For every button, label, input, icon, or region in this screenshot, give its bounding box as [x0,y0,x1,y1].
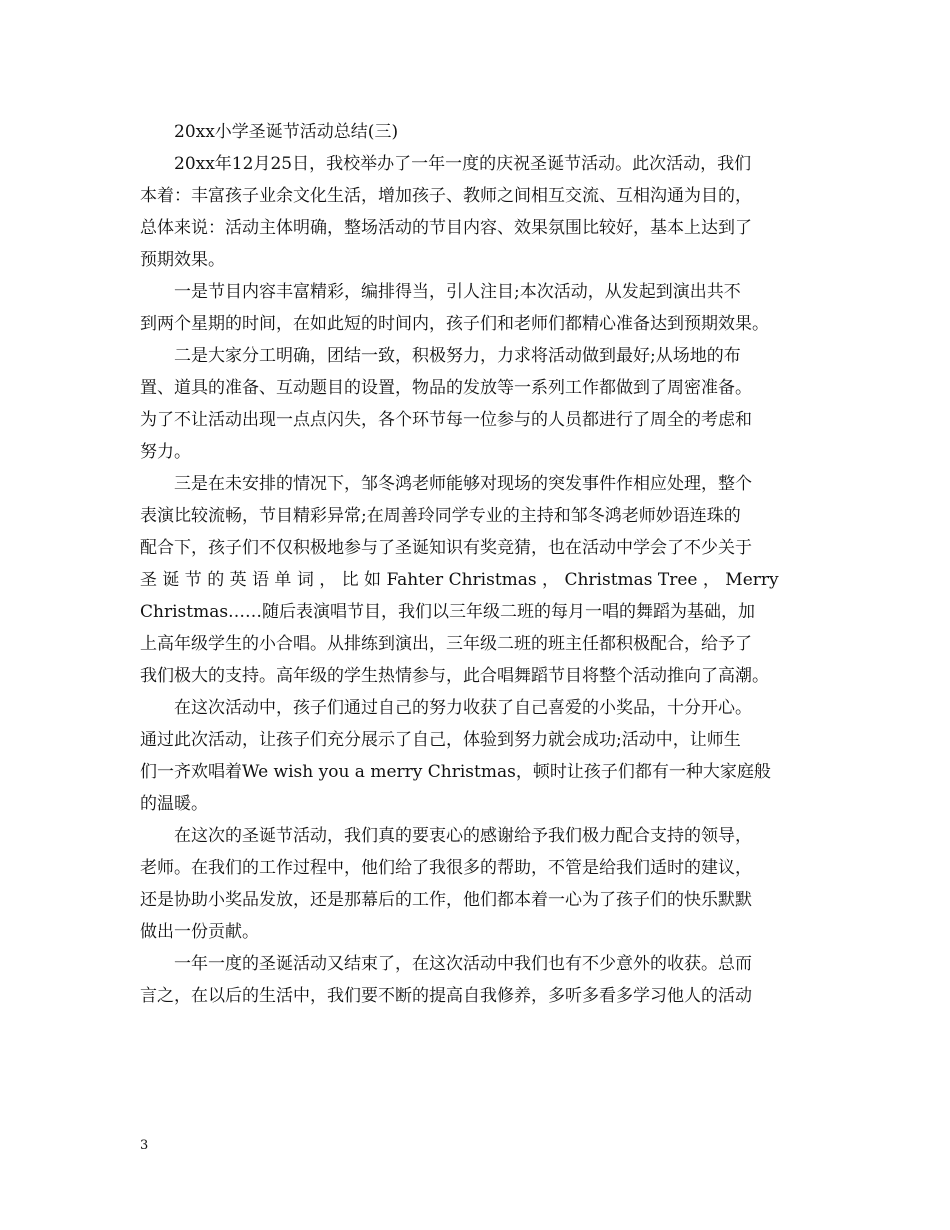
paragraph-4-line-5: Christmas……随后表演唱节目，我们以三年级二班的每月一唱的舞蹈为基础，加 [140,602,756,622]
paragraph-5-line-4: 的温暖。 [140,794,208,814]
paragraph-3-line-2: 置、道具的准备、互动题目的设置，物品的发放等一系列工作都做到了周密准备。 [140,378,752,398]
paragraph-4-line-6: 上高年级学生的小合唱。从排练到演出，三年级二班的班主任都积极配合，给予了 [140,634,752,654]
paragraph-2-line-2: 到两个星期的时间，在如此短的时间内，孩子们和老师们都精心准备达到预期效果。 [140,314,769,334]
document-body [140,116,812,1012]
paragraph-4-line-1: 三是在未安排的情况下，邹冬鸿老师能够对现场的突发事件作相应处理，整个 [174,474,752,494]
paragraph-5-line-1: 在这次活动中，孩子们通过自己的努力收获了自己喜爱的小奖品，十分开心。 [174,698,752,718]
paragraph-1-line-1: 20xx年12月25日，我校举办了一年一度的庆祝圣诞节活动。此次活动，我们 [174,154,752,174]
paragraph-2-line-1: 一是节目内容丰富精彩，编排得当，引人注目;本次活动，从发起到演出共不 [174,282,741,302]
paragraph-3-line-3: 为了不让活动出现一点点闪失，各个环节每一位参与的人员都进行了周全的考虑和 [140,410,752,430]
paragraph-6-line-2: 老师。在我们的工作过程中，他们给了我很多的帮助，不管是给我们适时的建议， [140,858,752,878]
paragraph-3-line-4: 努力。 [140,442,191,462]
paragraph-5-line-3: 们一齐欢唱着We wish you a merry Christmas，顿时让孩子们都有一种大家庭般 [140,762,771,782]
paragraph-6-line-4: 做出一份贡献。 [140,922,259,942]
paragraph-6-line-1: 在这次的圣诞节活动，我们真的要衷心的感谢给予我们极力配合支持的领导， [174,826,752,846]
paragraph-1-line-3: 总体来说：活动主体明确，整场活动的节目内容、效果氛围比较好，基本上达到了 [140,218,752,238]
paragraph-1-line-2: 本着：丰富孩子业余文化生活，增加孩子、教师之间相互交流、互相沟通为目的， [140,186,752,206]
paragraph-4-line-7: 我们极大的支持。高年级的学生热情参与，此合唱舞蹈节目将整个活动推向了高潮。 [140,666,769,686]
paragraph-5-line-2: 通过此次活动，让孩子们充分展示了自己，体验到努力就会成功;活动中，让师生 [140,730,741,750]
document-title: 20xx小学圣诞节活动总结(三) [174,122,399,142]
paragraph-4-line-3: 配合下，孩子们不仅积极地参与了圣诞知识有奖竞猜，也在活动中学会了不少关于 [140,538,752,558]
page-number: 3 [140,1138,149,1153]
paragraph-4-line-4: 圣 诞 节 的 英 语 单 词 ， 比 如 Fahter Christmas ， Christmas Tree ， Merry [140,570,779,590]
paragraph-3-line-1: 二是大家分工明确，团结一致，积极努力，力求将活动做到最好;从场地的布 [174,346,741,366]
paragraph-7-line-1: 一年一度的圣诞活动又结束了，在这次活动中我们也有不少意外的收获。总而 [174,954,752,974]
paragraph-6-line-3: 还是协助小奖品发放，还是那幕后的工作，他们都本着一心为了孩子们的快乐默默 [140,890,752,910]
paragraph-7-line-2: 言之，在以后的生活中，我们要不断的提高自我修养，多听多看多学习他人的活动 [140,986,752,1006]
paragraph-4-line-2: 表演比较流畅，节目精彩异常;在周善玲同学专业的主持和邹冬鸿老师妙语连珠的 [140,506,741,526]
paragraph-1-line-4: 预期效果。 [140,250,225,270]
